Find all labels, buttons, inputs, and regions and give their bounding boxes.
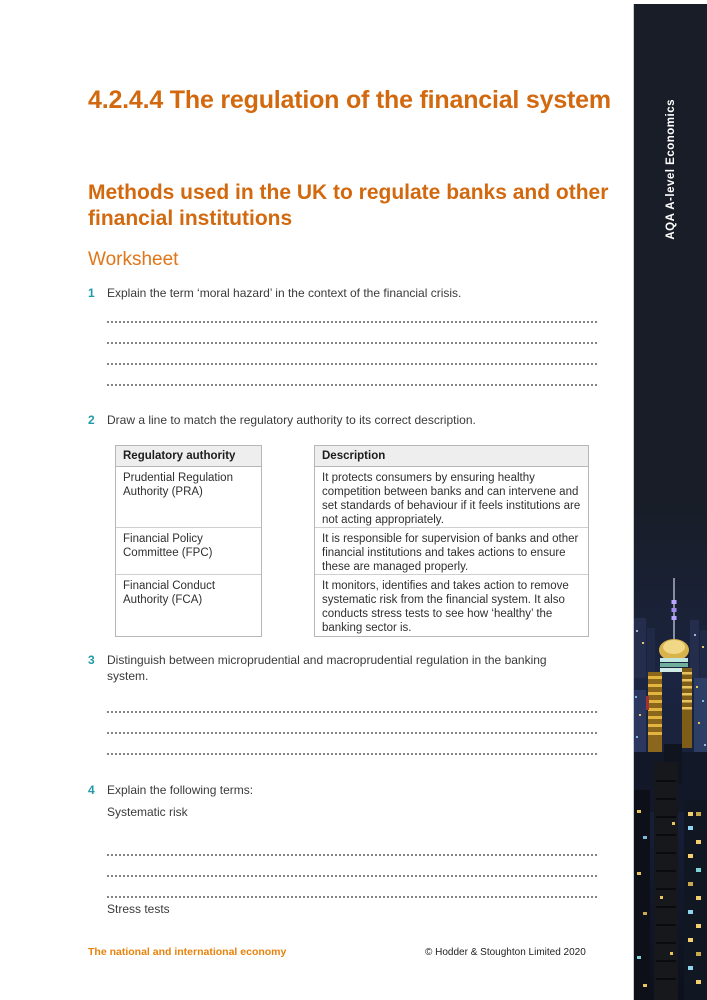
question-4-answer-lines (107, 835, 597, 898)
question-2 (88, 412, 597, 428)
answer-line (107, 323, 597, 344)
worksheet-label: Worksheet (88, 249, 179, 270)
table-row: It monitors, identifies and takes action to remove systematic risk from the financial system. It also conducts stress tests to see how ‘healthy’ the banking sector is. (315, 574, 588, 636)
term-stress-tests: Stress tests (107, 902, 170, 916)
question-4 (88, 782, 597, 798)
question-1-answer-lines (107, 302, 597, 386)
question-1-text: Explain the term ‘moral hazard’ in the context of the financial crisis. (107, 286, 462, 300)
question-1 (88, 285, 597, 301)
sidebar-course-label: AQA A-level Economics (665, 98, 677, 240)
answer-line (107, 365, 597, 386)
question-1-number: 1 (88, 286, 95, 300)
answer-line (107, 835, 597, 856)
question-3-answer-lines (107, 692, 597, 755)
question-3-text: Distinguish between microprudential and macroprudential regulation in the banking system. (107, 653, 547, 684)
cityscape-photo (634, 500, 707, 1000)
answer-line (107, 877, 597, 898)
question-4-text: Explain the following terms: (107, 783, 254, 797)
footer-series-title: The national and international economy (88, 946, 287, 958)
sidebar-label-wrap (634, 4, 707, 334)
question-2-text: Draw a line to match the regulatory authority to its correct description. (107, 413, 476, 427)
description-table (314, 445, 589, 637)
description-header: Description (315, 446, 588, 467)
table-row: It protects consumers by ensuring healthy competition between banks and can intervene and set standards of behaviour if it feels institutions are not acting appropriately. (322, 472, 581, 527)
question-4-number: 4 (88, 783, 95, 797)
table-row: It is responsible for supervision of banks and other financial institutions and takes actions to ensure these are managed properly. (315, 527, 588, 574)
section-title: Methods used in the UK to regulate banks and other financial institutions (88, 181, 609, 231)
regulatory-authority-header: Regulatory authority (116, 446, 261, 467)
term-systematic-risk: Systematic risk (107, 805, 188, 819)
answer-line (107, 344, 597, 365)
answer-line (107, 856, 597, 877)
sidebar-strip (633, 4, 707, 1000)
table-row: Financial Policy Committee (FPC) (116, 527, 261, 574)
question-2-number: 2 (88, 413, 95, 427)
table-row: Prudential Regulation Authority (PRA) (123, 472, 233, 499)
answer-line (107, 302, 597, 323)
question-3-number: 3 (88, 653, 95, 667)
table-row: Financial Conduct Authority (FCA) (116, 574, 261, 636)
question-3 (88, 652, 597, 684)
answer-line (107, 692, 597, 713)
chapter-title: 4.2.4.4 The regulation of the financial system (88, 86, 611, 114)
footer-copyright: © Hodder & Stoughton Limited 2020 (425, 947, 586, 958)
answer-line (107, 713, 597, 734)
regulatory-authority-table (115, 445, 262, 637)
answer-line (107, 734, 597, 755)
